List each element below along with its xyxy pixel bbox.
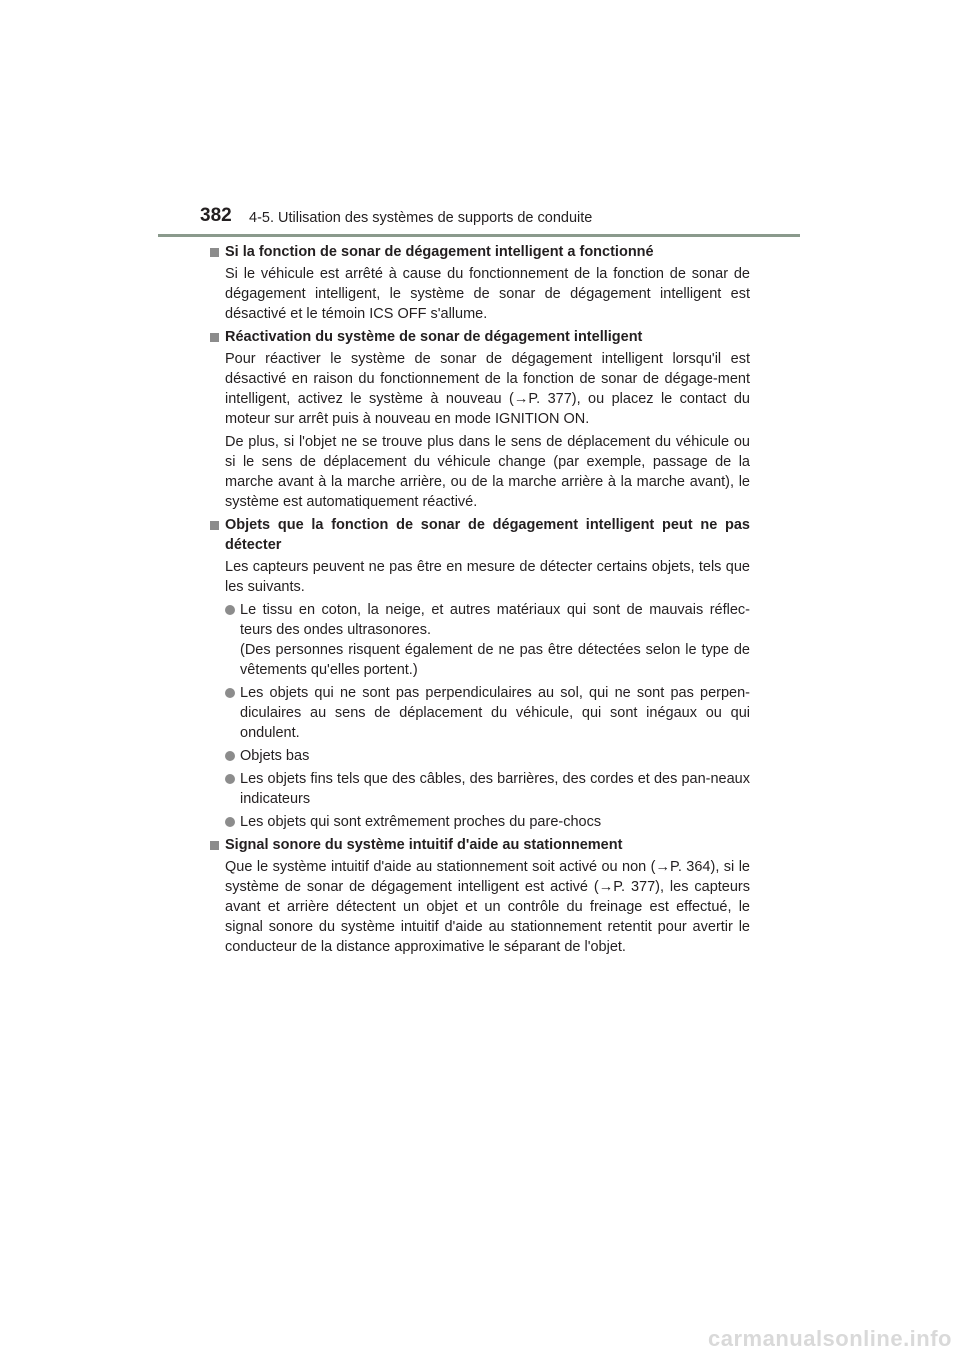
section-title bbox=[210, 242, 750, 262]
list-item bbox=[210, 600, 750, 680]
section-title bbox=[210, 835, 750, 855]
section-title-text: Réactivation du système de sonar de dégagement intelligent bbox=[225, 329, 643, 345]
list-item-text: Les objets fins tels que des câbles, des barrières, des cordes et des pan-neaux indicateurs bbox=[240, 771, 750, 807]
paragraph: Pour réactiver le système de sonar de dégagement intelligent lorsqu'il est désactivé en raison du fonctionnement de la fonction de sonar de dégage-ment intelligent, activez le système à nouveau (→P. 377), ou placez le contact du moteur sur arrêt puis à nouveau en mode IGNITION ON. bbox=[225, 351, 750, 427]
square-bullet-icon bbox=[210, 841, 219, 850]
section-reactivation bbox=[210, 327, 750, 512]
round-bullet-icon bbox=[225, 774, 235, 784]
round-bullet-icon bbox=[225, 751, 235, 761]
section-title bbox=[210, 515, 750, 555]
section-title bbox=[210, 327, 750, 347]
section-parking-assist-signal bbox=[210, 835, 750, 957]
list-item bbox=[210, 746, 750, 766]
section-title-text: Objets que la fonction de sonar de dégagement intelligent peut ne pas détecter bbox=[225, 517, 750, 553]
list-item bbox=[210, 769, 750, 809]
list-item bbox=[210, 683, 750, 743]
list-item-text: Les objets qui ne sont pas perpendiculaires au sol, qui ne sont pas perpen-diculaires au sens de déplacement du véhicule, qui sont inégaux ou qui ondulent. bbox=[240, 685, 750, 741]
section-title-text: Si la fonction de sonar de dégagement intelligent a fonctionné bbox=[225, 244, 654, 260]
list-item bbox=[210, 812, 750, 832]
watermark: carmanualsonline.info bbox=[708, 1326, 952, 1351]
paragraph: Que le système intuitif d'aide au stationnement soit activé ou non (→P. 364), si le système de sonar de dégagement intelligent est activé (→P. 377), les capteurs avant et arrière détectent un objet et un contrôle du freinage est effectué, le signal sonore du système intuitif d'aide au stationnement retentit pour avertir le conducteur de la distance approximative le séparant de l'objet. bbox=[225, 859, 750, 955]
header-rule bbox=[158, 234, 800, 237]
square-bullet-icon bbox=[210, 333, 219, 342]
page-header bbox=[200, 205, 800, 233]
list-item-text: Les objets qui sont extrêmement proches du pare-chocs bbox=[240, 814, 602, 830]
paragraph: Si le véhicule est arrêté à cause du fonctionnement de la fonction de sonar de dégagement intelligent, le système de sonar de dégagement intelligent est désactivé et le témoin ICS OFF s'allume. bbox=[225, 266, 750, 322]
round-bullet-icon bbox=[225, 688, 235, 698]
round-bullet-icon bbox=[225, 817, 235, 827]
square-bullet-icon bbox=[210, 521, 219, 530]
list-item-text: Le tissu en coton, la neige, et autres matériaux qui sont de mauvais réflec-teurs des ondes ultrasonores. bbox=[240, 602, 750, 638]
list-item-text: Objets bas bbox=[240, 748, 310, 764]
page-number: 382 bbox=[200, 205, 232, 226]
paragraph: Les capteurs peuvent ne pas être en mesure de détecter certains objets, tels que les suivants. bbox=[225, 559, 750, 595]
square-bullet-icon bbox=[210, 248, 219, 257]
paragraph: De plus, si l'objet ne se trouve plus dans le sens de déplacement du véhicule ou si le sens de déplacement du véhicule change (par exemple, passage de la marche avant à la marche arrière, ou de la marche arrière à la marche avant), le système est automatiquement réactivé. bbox=[225, 434, 750, 510]
section-undetectable-objects bbox=[210, 515, 750, 832]
list-item-note: (Des personnes risquent également de ne pas être détectées selon le type de vêtements qu'elles portent.) bbox=[240, 642, 750, 678]
section-intelligent-clearance-operated bbox=[210, 242, 750, 324]
round-bullet-icon bbox=[225, 605, 235, 615]
section-title-text: Signal sonore du système intuitif d'aide au stationnement bbox=[225, 837, 623, 853]
chapter-title: 4-5. Utilisation des systèmes de supports de conduite bbox=[249, 210, 593, 226]
page-content bbox=[210, 240, 750, 960]
